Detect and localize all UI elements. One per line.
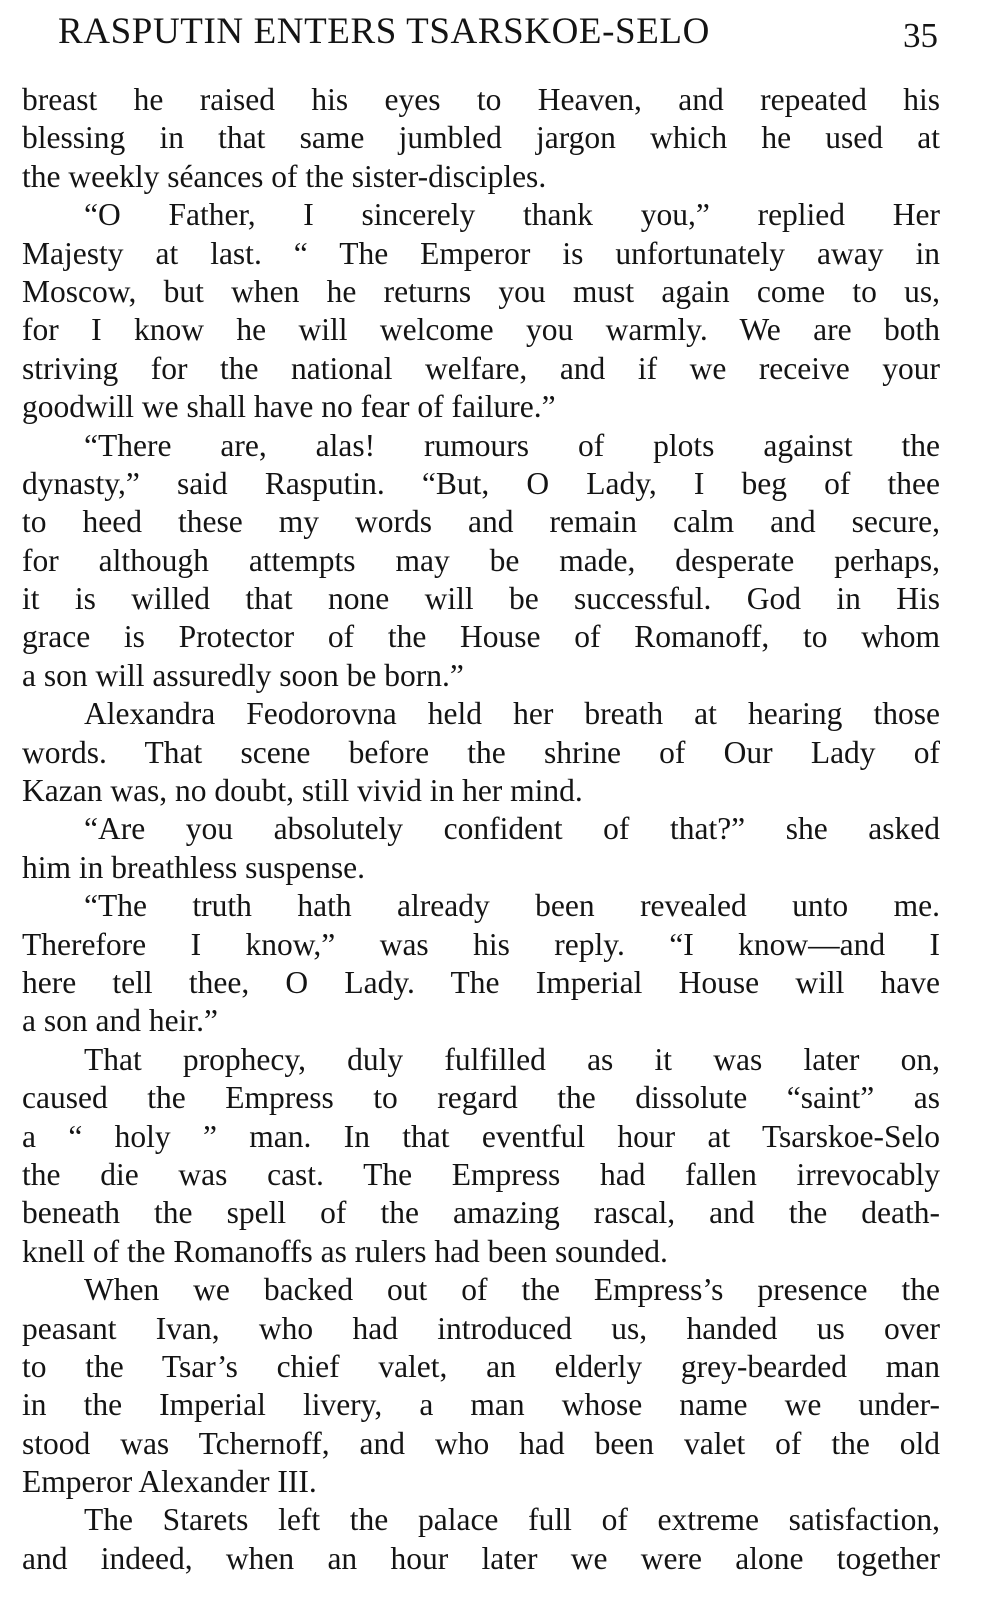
- text-line: here tell thee, O Lady. The Imperial House will have: [22, 964, 940, 1000]
- text-line: Kazan was, no doubt, still vivid in her mind.: [22, 773, 583, 809]
- text-line: Moscow, but when he returns you must again come to us,: [22, 273, 940, 309]
- page-number: 35: [903, 16, 938, 55]
- text-line: it is willed that none will be successful. God in His: [22, 581, 940, 617]
- text-line: blessing in that same jumbled jargon which he used at: [22, 120, 940, 156]
- text-line: in the Imperial livery, a man whose name we under-: [22, 1387, 940, 1423]
- text-line: dynasty,” said Rasputin. “But, O Lady, I beg of thee: [22, 465, 940, 501]
- text-line: striving for the national welfare, and if we receive your: [22, 350, 940, 386]
- text-line: Emperor Alexander III.: [22, 1464, 317, 1500]
- text-line: stood was Tchernoff, and who had been valet of the old: [22, 1425, 940, 1461]
- text-line: the die was cast. The Empress had fallen irrevocably: [22, 1156, 940, 1192]
- text-line: to heed these my words and remain calm and secure,: [22, 504, 940, 540]
- text-line: to the Tsar’s chief valet, an elderly grey-bearded man: [22, 1348, 940, 1384]
- text-line: “O Father, I sincerely thank you,” replied Her: [84, 197, 940, 233]
- text-line: “Are you absolutely confident of that?” she asked: [84, 811, 940, 847]
- text-line: beneath the spell of the amazing rascal, and the death-: [22, 1195, 940, 1231]
- text-line: peasant Ivan, who had introduced us, handed us over: [22, 1310, 940, 1346]
- text-line: caused the Empress to regard the dissolute “saint” as: [22, 1080, 940, 1116]
- text-line: a son will assuredly soon be born.”: [22, 657, 464, 693]
- text-line: “The truth hath already been revealed unto me.: [84, 888, 940, 924]
- text-line: a “ holy ” man. In that eventful hour at Tsarskoe-Selo: [22, 1118, 940, 1154]
- text-line: him in breathless suspense.: [22, 849, 365, 885]
- text-line: for although attempts may be made, desperate perhaps,: [22, 542, 940, 578]
- text-line: Majesty at last. “ The Emperor is unfortunately away in: [22, 235, 940, 271]
- text-line: The Starets left the palace full of extreme satisfaction,: [84, 1502, 940, 1538]
- text-line: the weekly séances of the sister-disciples.: [22, 158, 547, 194]
- text-line: When we backed out of the Empress’s presence the: [84, 1272, 940, 1308]
- text-line: goodwill we shall have no fear of failure.”: [22, 389, 556, 425]
- text-line: and indeed, when an hour later we were alone together: [22, 1540, 940, 1576]
- text-line: knell of the Romanoffs as rulers had been sounded.: [22, 1233, 668, 1269]
- text-line: That prophecy, duly fulfilled as it was later on,: [84, 1041, 940, 1077]
- text-line: a son and heir.”: [22, 1003, 218, 1039]
- text-line: words. That scene before the shrine of Our Lady of: [22, 734, 940, 770]
- text-line: for I know he will welcome you warmly. We are both: [22, 312, 940, 348]
- running-head: [58, 10, 938, 70]
- body-text: [22, 81, 940, 1578]
- text-line: breast he raised his eyes to Heaven, and repeated his: [22, 82, 940, 117]
- text-line: grace is Protector of the House of Romanoff, to whom: [22, 619, 940, 655]
- text-line: “There are, alas! rumours of plots against the: [84, 427, 940, 463]
- text-line: Alexandra Feodorovna held her breath at hearing those: [84, 696, 940, 732]
- text-line: Therefore I know,” was his reply. “I know—and I: [22, 926, 940, 962]
- running-title: RASPUTIN ENTERS TSARSKOE-SELO: [58, 11, 710, 52]
